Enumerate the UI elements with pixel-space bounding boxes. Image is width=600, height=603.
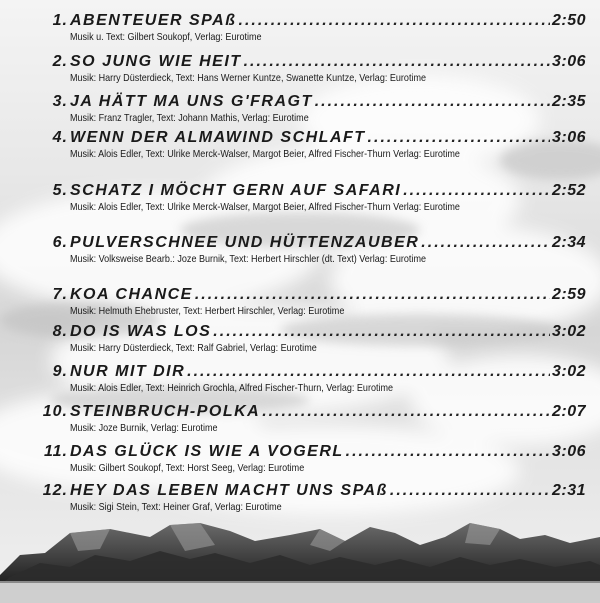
track-title-line: [70, 323, 586, 341]
track-credits: Musik u. Text: Gilbert Soukopf, Verlag: Eurotime: [70, 31, 262, 43]
track-number: 10.: [42, 403, 68, 420]
track-title-line: [70, 482, 586, 500]
track-title-line: [70, 182, 586, 200]
track-title: HEY DAS LEBEN MACHT UNS SPAß: [70, 482, 388, 499]
track-credits: Musik: Alois Edler, Text: Ulrike Merck-Walser, Margot Beier, Alfred Fischer-Thurn Verlag: Eurotime: [70, 201, 460, 213]
track-title: NUR MIT DIR: [70, 363, 186, 380]
track-duration: 3:02: [551, 323, 586, 340]
track-title: ABENTEUER SPAß: [70, 12, 237, 29]
track-duration: 3:06: [551, 443, 586, 460]
track-number: 3.: [52, 93, 68, 110]
track-number: 8.: [52, 323, 68, 340]
track-title-line: [70, 53, 586, 71]
track-title-line: [70, 129, 586, 147]
track-duration: 2:52: [551, 182, 586, 199]
track-title-line: [70, 234, 586, 252]
track-credits: Musik: Gilbert Soukopf, Text: Horst Seeg, Verlag: Eurotime: [70, 462, 305, 474]
dot-leader: [262, 403, 550, 421]
track-number: 11.: [43, 443, 68, 460]
rocks-image: [0, 515, 600, 603]
track-credits: Musik: Alois Edler, Text: Ulrike Merck-Walser, Margot Beier, Alfred Fischer-Thurn Verlag: Eurotime: [70, 148, 460, 160]
track-title: STEINBRUCH-POLKA: [70, 403, 261, 420]
track-duration: 2:50: [551, 12, 586, 29]
track-number: 9.: [52, 363, 68, 380]
track-duration: 2:34: [551, 234, 586, 251]
track-number: 2.: [52, 53, 68, 70]
track-number: 4.: [52, 129, 68, 146]
track-credits: Musik: Sigi Stein, Text: Heiner Graf, Verlag: Eurotime: [70, 501, 282, 513]
dot-leader: [421, 234, 550, 252]
track-duration: 2:59: [551, 286, 586, 303]
dot-leader: [315, 93, 550, 111]
track-number: 1.: [52, 12, 68, 29]
track-credits: Musik: Harry Düsterdieck, Text: Hans Werner Kuntze, Swanette Kuntze, Verlag: Eurotime: [70, 72, 427, 84]
track-title: KOA CHANCE: [70, 286, 193, 303]
dot-leader: [403, 182, 550, 200]
track-title-line: [70, 443, 586, 461]
track-title-line: [70, 403, 586, 421]
dot-leader: [213, 323, 550, 341]
track-title: PULVERSCHNEE UND HÜTTENZAUBER: [70, 234, 420, 251]
dot-leader: [390, 482, 550, 500]
track-title-line: [70, 93, 586, 111]
track-number: 7.: [52, 286, 68, 303]
track-title: SO JUNG WIE HEIT: [70, 53, 242, 70]
track-title: DAS GLÜCK IS WIE A VOGERL: [70, 443, 344, 460]
track-title: WENN DER ALMAWIND SCHLAFT: [70, 129, 366, 146]
track-title-line: [70, 12, 586, 30]
track-duration: 2:07: [551, 403, 586, 420]
track-credits: Musik: Alois Edler, Text: Heinrich Grochla, Alfred Fischer-Thurn, Verlag: Eurotime: [70, 382, 394, 394]
track-title-line: [70, 286, 586, 304]
track-duration: 2:31: [551, 482, 586, 499]
track-number: 6.: [52, 234, 68, 251]
track-credits: Musik: Helmuth Ehebruster, Text: Herbert Hirschler, Verlag: Eurotime: [70, 305, 345, 317]
track-title-line: [70, 363, 586, 381]
dot-leader: [239, 12, 550, 30]
dot-leader: [187, 363, 550, 381]
track-title: SCHATZ I MÖCHT GERN AUF SAFARI: [70, 182, 402, 199]
track-credits: Musik: Joze Burnik, Verlag: Eurotime: [70, 422, 218, 434]
track-credits: Musik: Harry Düsterdieck, Text: Ralf Gabriel, Verlag: Eurotime: [70, 342, 317, 354]
track-number: 5.: [52, 182, 68, 199]
dot-leader: [195, 286, 550, 304]
track-duration: 2:35: [551, 93, 586, 110]
track-credits: Musik: Franz Tragler, Text: Johann Mathis, Verlag: Eurotime: [70, 112, 309, 124]
track-title: JA HÄTT MA UNS G'FRAGT: [70, 93, 313, 110]
track-duration: 3:06: [551, 129, 586, 146]
dot-leader: [346, 443, 550, 461]
track-duration: 3:06: [551, 53, 586, 70]
track-number: 12.: [42, 482, 68, 499]
dot-leader: [244, 53, 550, 71]
dot-leader: [368, 129, 550, 147]
track-duration: 3:02: [551, 363, 586, 380]
track-credits: Musik: Volksweise Bearb.: Joze Burnik, Text: Herbert Hirschler (dt. Text) Verlag: Eurotime: [70, 253, 426, 265]
track-title: DO IS WAS LOS: [70, 323, 212, 340]
